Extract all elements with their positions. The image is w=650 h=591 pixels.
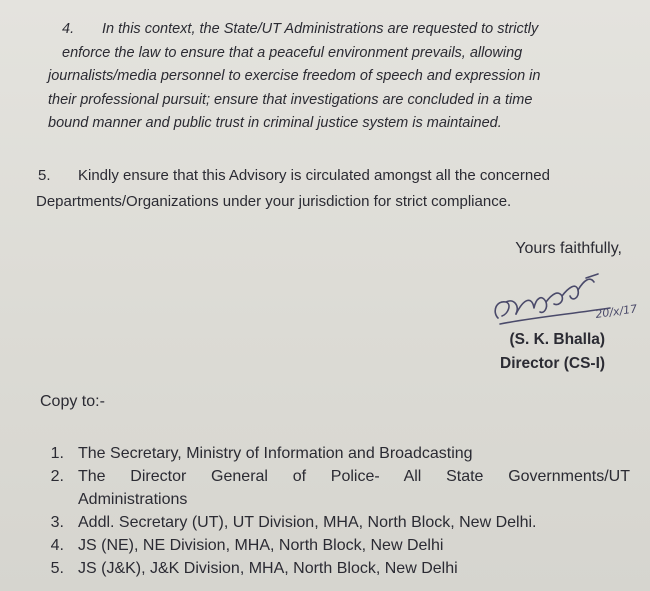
list-item-number: 1. (50, 445, 64, 462)
signature-date: 20/x/17 (594, 302, 638, 321)
list-item-text: JS (J&K), J&K Division, MHA, North Block, New Delhi (78, 560, 458, 577)
copy-to-heading: Copy to:- (40, 393, 105, 410)
copy-to-list (20, 442, 630, 580)
paragraph-4-number: 4. (62, 21, 75, 37)
paragraph-4-line: enforce the law to ensure that a peaceful environment prevails, allowing (62, 44, 523, 61)
paragraph-4 (48, 18, 618, 136)
list-item-number: 3. (50, 514, 64, 531)
signatory-name: (S. K. Bhalla) (509, 331, 606, 348)
list-item-text: The Director General of Police- All State Governments/UT (78, 468, 630, 485)
paragraph-4-line: bound manner and public trust in criminal justice system is maintained. (48, 115, 502, 131)
list-item-text: JS (NE), NE Division, MHA, North Block, New Delhi (78, 537, 444, 554)
paragraph-4-line: journalists/media personnel to exercise freedom of speech and expression in (48, 68, 541, 84)
list-item-continuation (20, 488, 630, 511)
signatory-designation: Director (CS-I) (500, 355, 606, 372)
list-item-number: 5. (50, 560, 64, 577)
paragraph-5 (36, 163, 626, 215)
list-item (20, 534, 630, 557)
closing-salutation: Yours faithfully, (515, 240, 622, 257)
paragraph-5-line: Kindly ensure that this Advisory is circulated amongst all the concerned (78, 167, 550, 184)
paragraph-4-line: In this context, the State/UT Administrations are requested to strictly (102, 21, 539, 37)
list-item (20, 511, 630, 534)
list-item-number: 2. (50, 468, 64, 485)
paragraph-4-line: their professional pursuit; ensure that investigations are concluded in a time (48, 91, 533, 108)
list-item-number: 4. (50, 537, 64, 554)
list-item (20, 442, 630, 465)
paragraph-5-line: Departments/Organizations under your jurisdiction for strict compliance. (36, 193, 512, 210)
list-item (20, 557, 630, 580)
list-item (20, 465, 630, 488)
list-item-text: Addl. Secretary (UT), UT Division, MHA, North Block, New Delhi. (78, 514, 537, 531)
paragraph-5-number: 5. (38, 167, 51, 184)
list-item-text: Administrations (78, 491, 188, 508)
list-item-text: The Secretary, Ministry of Information and Broadcasting (78, 445, 473, 462)
signatory-block (500, 328, 605, 376)
